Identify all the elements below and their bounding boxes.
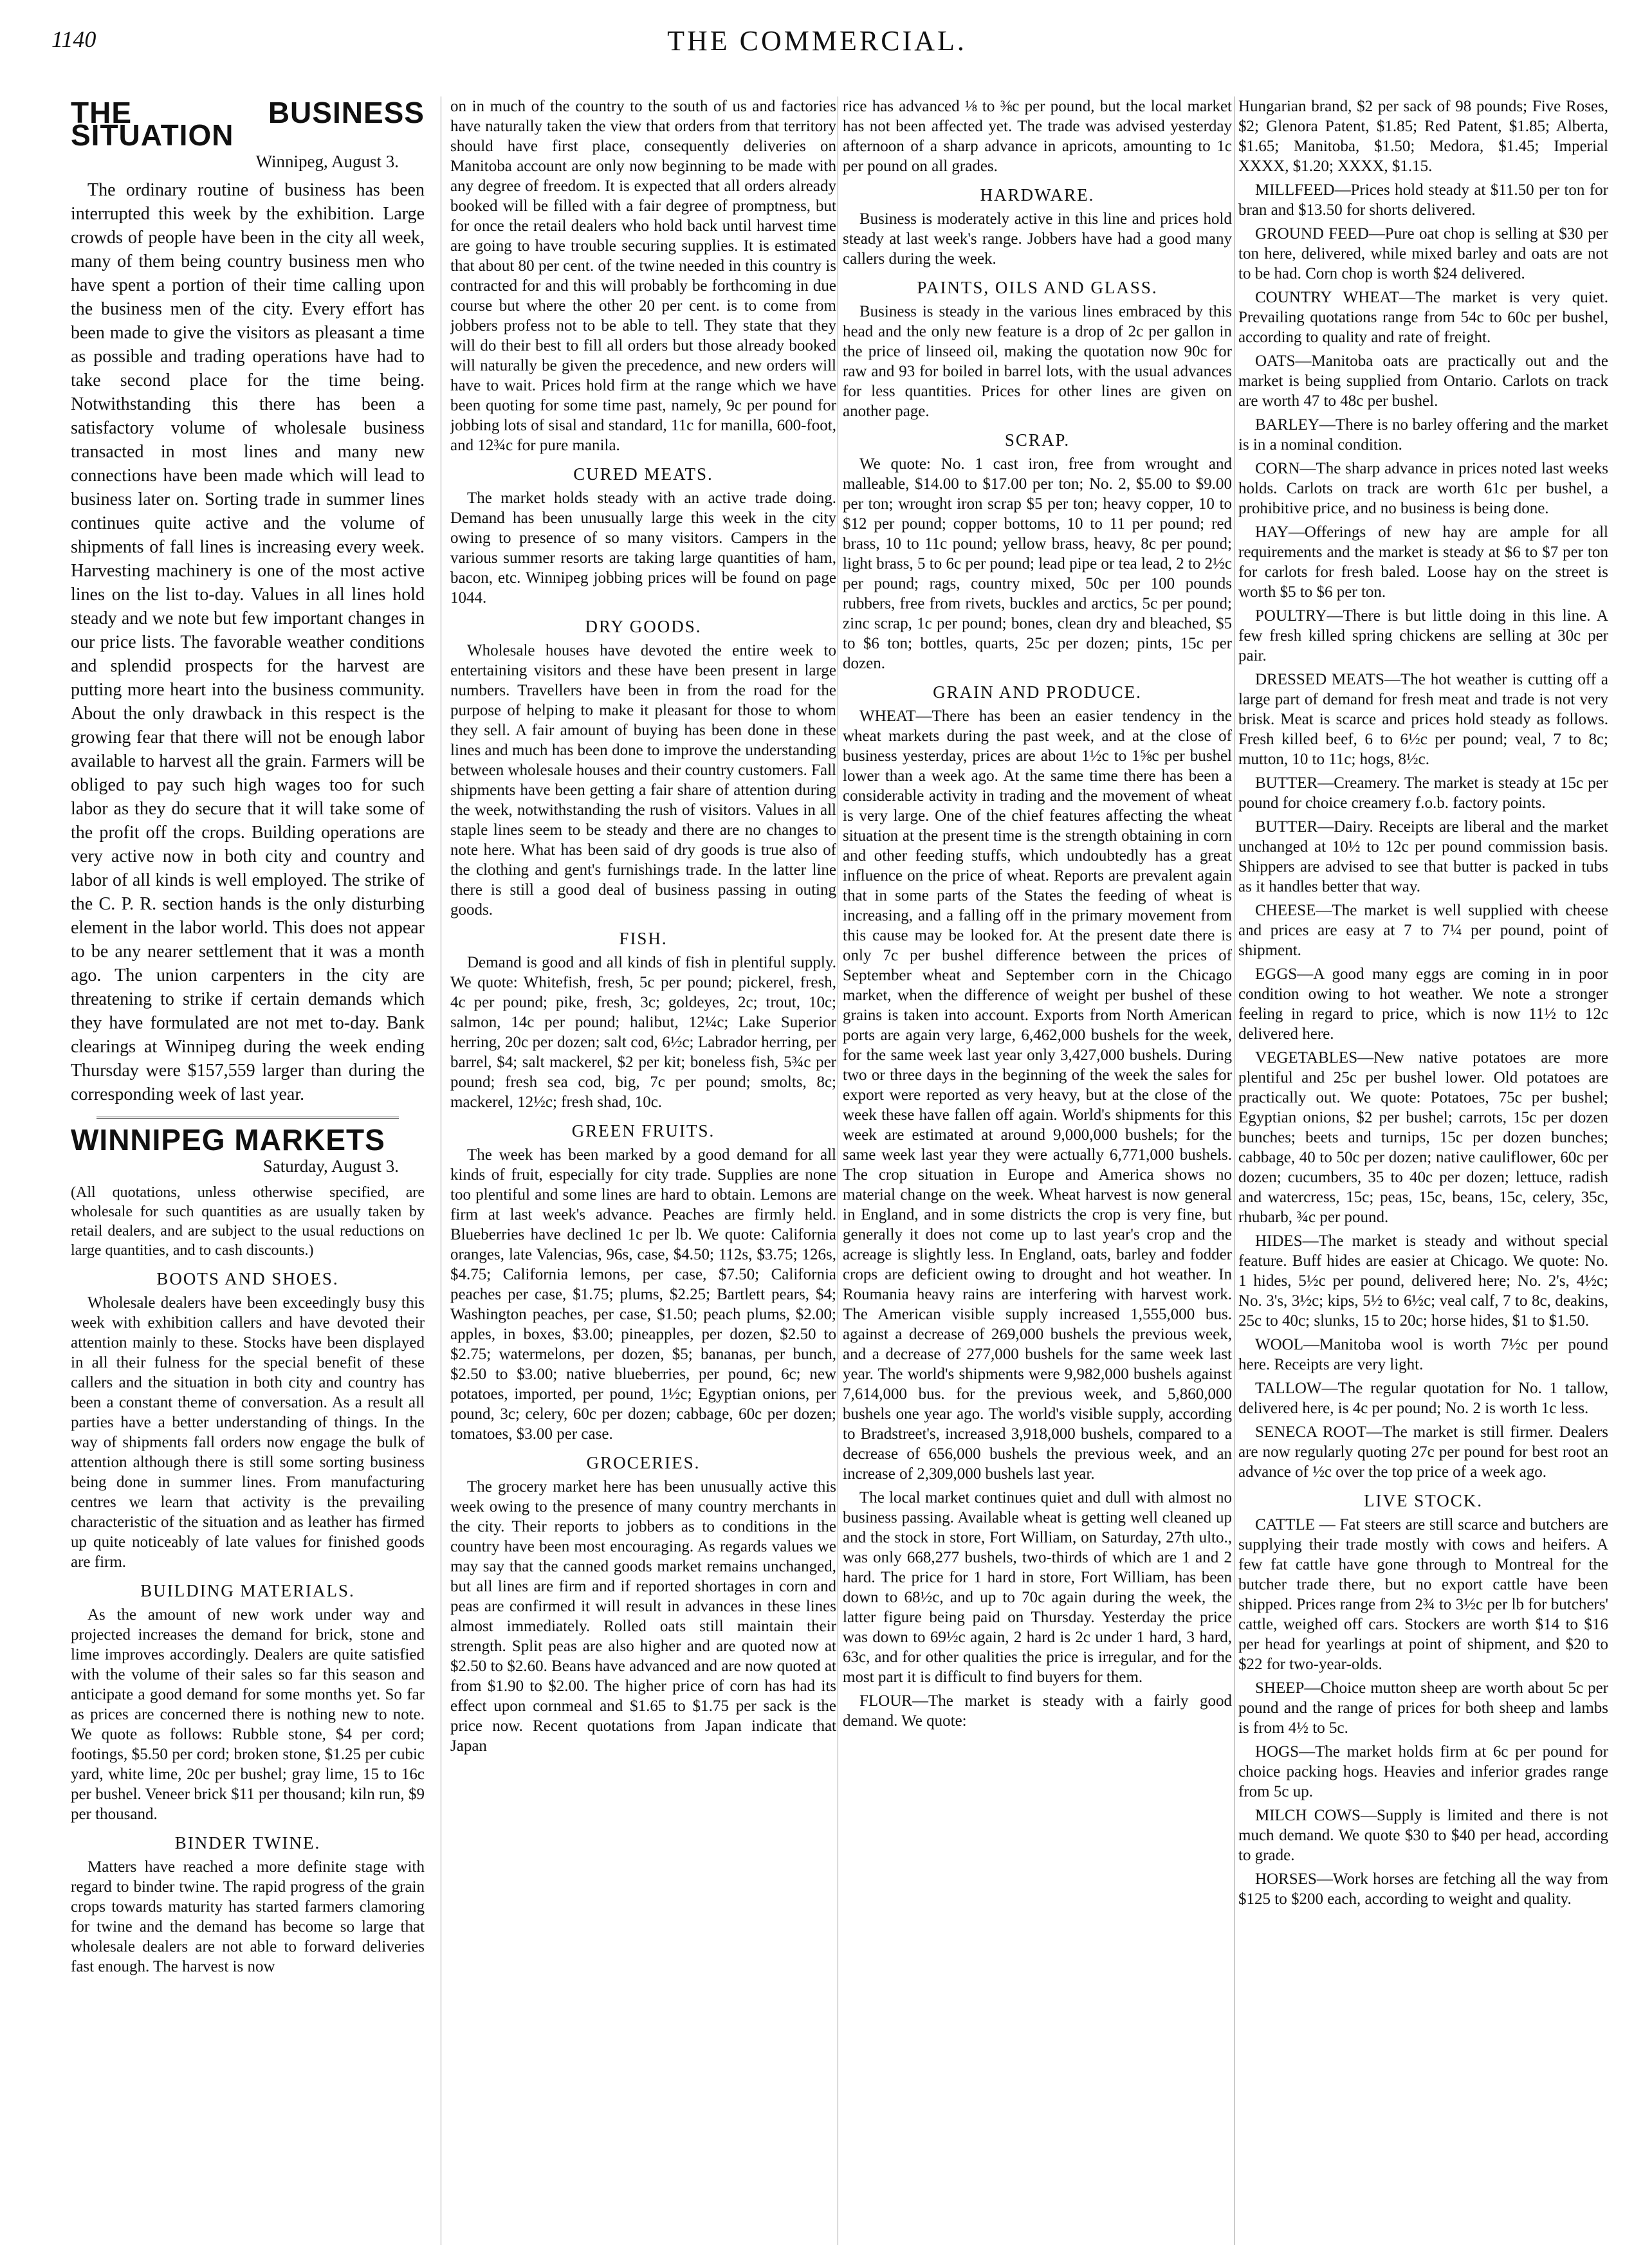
produce-item: HAY—Offerings of new hay are ample for all requirements and the market is steady at $6 to $7 per ton for carlots for fresh baled. Loose hay on the street is worth $5 to $6 per ton.: [1238, 524, 1608, 601]
dry-heading: DRY GOODS.: [585, 617, 702, 636]
produce-item: COUNTRY WHEAT—The market is very quiet. Prevailing quotations range from 54c to 60c per bushel, according to quality and rate of freight.: [1238, 289, 1608, 346]
groceries-body: The grocery market here has been unusually active this week owing to the presence of many country merchants in the city. Their reports to jobbers as to conditions in the country have been most encouraging. As regards values we may say that the canned goods market remains unchanged, but all lines are firm and if reported shortages in corn and peas are confirmed it will result in advances in these lines almost immediately. Rolled oats still maintain their strength. Split peas are also higher and are quoted now at $2.50 to $2.60. Beans have advanced and are now quoted at from $1.90 to $2.00. The higher price of corn has had its effect upon cornmeal and $1.65 to $1.75 per sack is the price now. Recent quotations from Japan indicate that Japan: [450, 1478, 836, 1755]
flour-brands: Hungarian brand, $2 per sack of 98 pounds; Five Roses, $2; Glenora Patent, $1.85; Red Patent, $1.85; Alberta, $1.65; Manitoba, $1.50; Medora, $1.45; Imperial XXXX, $1.20; XXXX, $1.15.: [1238, 98, 1608, 175]
produce-item: SENECA ROOT—The market is still firmer. Dealers are now regularly quoting 27c per pound for best root an advance of ½c over the top price of a week ago.: [1238, 1423, 1608, 1481]
dry-body: Wholesale houses have devoted the entire week to entertaining visitors and these have been present in large numbers. Travellers have been in from the road for the purpose of helping to make it pleasant for those to whom they sell. A fair amount of buying has been done in these lines and much has been done to improve the understanding between wholesale houses and their country customers. Fall shipments have been getting a fair share of attention during the week, notwithstanding the rush of visitors. Values in all staple lines seem to be steady and there are no changes to note here. What has been said of dry goods is true also of the clothing and gent's furnishings trade. In the latter line there is still a good deal of business passing in outing goods.: [450, 642, 836, 919]
twine-heading: BINDER TWINE.: [174, 1833, 321, 1852]
cured-body: The market holds steady with an active trade doing. Demand has been unusually large this week in the city owing to presence of so many visitors. Campers in the various summer resorts are taking large quantities of ham, bacon, etc. Winnipeg jobbing prices will be found on page 1044.: [450, 489, 836, 607]
twine-body-cont: on in much of the country to the south of us and factories have naturally taken the view that orders from that territory should have first place, consequently deliveries on Manitoba account are only now beginning to be made with any degree of freedom. It is expected that all orders already booked will be filled with a fair degree of promptness, but for once the retail dealers who hold back until harvest time are going to have trouble securing supplies. It is estimated that about 80 per cent. of the twine needed in this country is contracted for and this will probably be forthcoming in due course but where the other 20 per cent. is to come from jobbers profess not to be able to tell. They state that they will do their best to fill all orders but those already booked will naturally be given the precedence, and new orders will have to wait. Prices hold firm at the range which we have been quoting for some time past, namely, 9c per pound for jobbing lots of sisal and standard, 11c for manilla, 600-foot, and 12¾c for pure manila.: [450, 98, 836, 454]
livestock-item: HORSES—Work horses are fetching all the way from $125 to $200 each, according to weight and quality.: [1238, 1870, 1608, 1908]
produce-item: BUTTER—Creamery. The market is steady at 15c per pound for choice creamery f.o.b. factory points.: [1238, 774, 1608, 812]
business-body: The ordinary routine of business has been interrupted this week by the exhibition. Large crowds of people have been in the city all week, many of them being country business men who have spent a portion of their time calling upon the business men of the city. Every effort has been made to give the visitors as pleasant a time as possible and trading operations have had to take second place for the time being. Notwithstanding this there has been a satisfactory volume of wholesale business transacted in most lines and many new connections have been made which will lead to business later on. Sorting trade in summer lines continues quite active and the volume of shipments of fall lines is increasing every week. Harvesting machinery is one of the most active lines on the list to-day. Values in all lines hold steady and we note but few important changes in our price lists. The favorable weather conditions and splendid prospects for the harvest are putting more heart into the business community. About the only drawback in this respect is the growing fear that there will not be enough labor available to harvest all the grain. Farmers will be obliged to pay such high wages too for such labor as they do secure that it will take some of the profit off the crops. Building operations are very active now in both city and country and labor of all kinds is well employed. The strike of the C. P. R. section hands is the only disturbing element in the labor world. This does not appear to be any nearer settlement that it was a month ago. The union carpenters in the city are threatening to strike if certain demands which they have formulated are not met to-day. Bank clearings at Winnipeg during the week ending Thursday were $157,559 larger than during the corresponding week of last year.: [71, 180, 425, 1104]
fruits-heading: GREEN FRUITS.: [571, 1121, 715, 1140]
paints-body: Business is steady in the various lines embraced by this head and the only new feature is a drop of 2c per gallon in the price of linseed oil, making the quotation now 90c for raw and 93 for boiled in barrel lots, with the usual advances for less quantities. Prices for other lines are given on another page.: [843, 303, 1232, 420]
fish-body: Demand is good and all kinds of fish in plentiful supply. We quote: Whitefish, fresh, 5c per pound; pickerel, fresh, 4c per pound; pike, fresh, 3c; goldeyes, 2c; trout, 10c; salmon, 14c per pound; halibut, 12¼c; Lake Superior herring, 20c per dozen; salt cod, 6½c; Labrador herring, per barrel, $4; salt mackerel, $2 per kit; boneless fish, 5¾c per pound; fresh sea cod, big, 7c per pound; smolts, 8c; mackerel, 12½c; fresh shad, 10c.: [450, 954, 836, 1111]
rice-body: rice has advanced ⅛ to ⅜c per pound, but the local market has not been affected yet. The trade was advised yesterday afternoon of a sharp advance in apricots, amounting to 1c per pound on all grades.: [843, 98, 1232, 175]
livestock-heading: LIVE STOCK.: [1363, 1491, 1483, 1510]
produce-item: BARLEY—There is no barley offering and the market is in a nominal condition.: [1238, 416, 1608, 453]
produce-item: BUTTER—Dairy. Receipts are liberal and the market unchanged at 10½ to 12c per pound commission basis. Shippers are advised to see that butter is packed in tubs as it handles better that way.: [1238, 818, 1608, 895]
fish-heading: FISH.: [619, 929, 668, 948]
markets-note: (All quotations, unless otherwise specified, are wholesale for such quantities as are usually taken by retail dealers, and are subject to the usual reductions on large quantities, and to cash discounts.): [71, 1184, 425, 1259]
markets-dateline: Saturday, August 3.: [262, 1157, 399, 1176]
scrap-heading: SCRAP.: [1004, 430, 1070, 450]
groceries-heading: GROCERIES.: [586, 1453, 701, 1472]
livestock-item: HOGS—The market holds firm at 6c per pound for choice packing hogs. Heavies and inferior grades range from 5c up.: [1238, 1743, 1608, 1800]
cured-heading: CURED MEATS.: [573, 464, 713, 484]
paints-heading: PAINTS, OILS AND GLASS.: [917, 278, 1158, 297]
boots-heading: BOOTS AND SHOES.: [156, 1269, 339, 1288]
building-heading: BUILDING MATERIALS.: [140, 1581, 355, 1600]
produce-item: WOOL—Manitoba wool is worth 7½c per pound here. Receipts are very light.: [1238, 1336, 1608, 1373]
boots-body: Wholesale dealers have been exceedingly busy this week with exhibition callers and have devoted their attention mainly to these. Stocks have been displayed in all their fulness for the special benefit of these callers and the situation in both city and country has been a constant theme of conversation. As a result all parties have a better understanding of things. In the way of shipments fall orders now engage the bulk of attention although there is still some sorting business being done in summer lines. From manufacturing centres we learn that activity is the prevailing characteristic of the situation and as leather has firmed up quite noticeably of late values for finished goods are firm.: [71, 1294, 425, 1571]
local-market-body: The local market continues quiet and dull with almost no business passing. Available wheat is getting well cleaned up and the stock in store, Fort William, on Saturday, 27th ulto., was only 668,277 bushels, two-thirds of which are 1 and 2 hard. The price for 1 hard in store, Fort William, has been down to 68½c, and up to 70c again during the week, the latter figure being paid on Thursday. Yesterday the price was down to 69½c again, 2 hard is 2c under 1 hard, 3 hard, 63c, and for other qualities the price is irregular, and for the most part it is difficult to find buyers for them.: [843, 1489, 1232, 1686]
winnipeg-markets-title: WINNIPEG MARKETS: [71, 1123, 385, 1157]
produce-item: VEGETABLES—New native potatoes are more plentiful and 25c per bushel lower. Old potatoes are practically out. We quote: Potatoes, 75c per bushel; Egyptian onions, $2 per bushel; carrots, 15c per dozen bunches; beets and turnips, 15c per dozen bunches; cabbage, 40 to 50c per dozen; native cauliflower, 60c per dozen; cucumbers, 35 to 40c per dozen; lettuce, radish and watercress, 15c; peas, 15c, beans, 15c, celery, 35c, rhubarb, ¾c per pound.: [1238, 1049, 1608, 1226]
produce-item: HIDES—The market is steady and without special feature. Buff hides are easier at Chicago. We quote: No. 1 hides, 5½c per pound, delivered here; No. 2's, 4½c; No. 3's, 3½c; kips, 5½ to 6½c; veal calf, 7 to 8c, deakins, 25c to 40c; slunks, 15 to 20c; horse hides, $1 to $1.50.: [1238, 1232, 1608, 1330]
produce-item: POULTRY—There is but little doing in this line. A few fresh killed spring chickens are selling at 30c per pair.: [1238, 607, 1608, 664]
wheat-body: WHEAT—There has been an easier tendency in the wheat markets during the past week, and at the close of business yesterday, prices are about 1½c to 1⅝c per bushel lower than a week ago. At the same time there has been a considerable activity in trading and the movement of wheat is very large. One of the chief features affecting the wheat situation at the present time is the strength obtaining in corn and other feeding stuffs, which undoubtedly has a great influence on the price of wheat. Reports are prevalent again that in some parts of the States the feeding of wheat is increasing, and a falling off in the primary movement from this cause may be looked for. At the present date there is only 7c per bushel difference between the prices of September wheat and September corn in the Chicago market, when the difference of weight per bushel of these grains is taken into account. Exports from North American ports are again very large, 6,462,000 bushels for the week, for the same week last year only 3,427,000 bushels. During two or three days in the beginning of the week the sales for export were reported as very heavy, but at the close of the week these have fallen off again. World's shipments for this week are estimated at around 9,000,000 bushels; for the same week last year they were actually 6,771,000 bushels. The crop situation in Europe and America shows no material change on the week. Wheat harvest is now general in England, and in some districts the crop is very fine, but generally it does not come up to last year's crop and the acreage is slightly less. In England, oats, barley and fodder crops are deficient owing to drought and hot weather. In Roumania heavy rains are interfering with harvest work. The American visible supply increased 1,555,000 bus. against a decrease of 269,000 bushels the previous week, and a decrease of 277,000 bushels for the same week last year. The world's shipments were 9,982,000 bushels against 7,614,000 bus. for the previous week, and 5,860,000 bushels one year ago. The world's visible supply, according to Bradstreet's, increased 3,918,000 bushels, compared to a decrease of 656,000 bushels the previous week, and an increase of 2,309,000 bushels last year.: [843, 708, 1232, 1483]
hardware-heading: HARDWARE.: [980, 185, 1095, 205]
masthead: THE COMMERCIAL.: [667, 25, 967, 57]
column-3: [843, 96, 1232, 2251]
fruits-body: The week has been marked by a good demand for all kinds of fruit, especially for city trade. Supplies are none too plentiful and some lines are hard to obtain. Lemons are firm at last week's advance. Peaches are firmly held. Blueberries have declined 1c per lb. We quote: California oranges, late Valencias, 96s, case, $4.50; 112s, $3.75; 126s, $4.75; California lemons, per case, $7.50; California peaches per case, $1.75; plums, $2.25; Bartlett pears, $4; Washington peaches, per case, $1.50; peach plums, $2.00; apples, in boxes, $3.00; pineapples, per dozen, $2.50 to $2.75; watermelons, per dozen, $5; bananas, per bunch, $2.50 to $3.00; native blueberries, per pound, 6c; new potatoes, imported, per pound, 1½c; Egyptian onions, per pound, 3c; celery, 60c per dozen; cabbage, 60c per dozen; tomatoes, $3.00 per case.: [450, 1146, 836, 1443]
produce-item: MILLFEED—Prices hold steady at $11.50 per ton for bran and $13.50 for shorts delivered.: [1238, 181, 1608, 219]
produce-item: EGGS—A good many eggs are coming in in poor condition owing to hot weather. We note a stronger feeling in regard to price, which is now 11½ to 12c delivered here.: [1238, 965, 1608, 1043]
building-body: As the amount of new work under way and projected increases the demand for brick, stone and lime improves accordingly. Dealers are quite satisfied with the volume of their sales so far this season and anticipate a good demand for some months yet. So far as prices are concerned there is nothing new to note. We quote as follows: Rubble stone, $4 per cord; footings, $5.50 per cord; broken stone, $1.25 per cubic yard, white lime, 20c per bushel; gray lime, 15 to 16c per bushel. Veneer brick $11 per thousand; kiln run, $9 per thousand.: [71, 1606, 425, 1823]
produce-item: DRESSED MEATS—The hot weather is cutting off a large part of demand for fresh meat and trade is not very brisk. Meat is scarce and prices hold steady as follows. Fresh killed beef, 6 to 6½c per pound; veal, 7 to 8c; mutton, 10 to 11c; hogs, 8½c.: [1238, 671, 1608, 768]
grain-heading: GRAIN AND PRODUCE.: [933, 682, 1142, 702]
produce-item: OATS—Manitoba oats are practically out and the market is being supplied from Ontario. Carlots on track are worth 47 to 48c per bushel.: [1238, 352, 1608, 410]
produce-item: GROUND FEED—Pure oat chop is selling at $30 per ton here, delivered, while mixed barley and oats are not to be had. Corn chop is worth $24 delivered.: [1238, 225, 1608, 282]
hardware-body: Business is moderately active in this line and prices hold steady at last week's range. Jobbers have had a good many callers during the week.: [843, 210, 1232, 268]
column-rule: [1234, 96, 1235, 2245]
livestock-item: SHEEP—Choice mutton sheep are worth about 5c per pound and the range of prices for both sheep and lambs is from 4½ to 5c.: [1238, 1679, 1608, 1737]
produce-item: CORN—The sharp advance in prices noted last weeks holds. Carlots on track are worth 61c per bushel, a prohibitive price, and no business is being done.: [1238, 460, 1608, 517]
business-situation-title: THE BUSINESS SITUATION: [71, 96, 425, 152]
twine-body: Matters have reached a more definite stage with regard to binder twine. The rapid progress of the grain crops towards maturity has started farmers clamoring for twine and the demand has become so large that wholesale dealers are not able to forward deliveries fast enough. The harvest is now: [71, 1858, 425, 1975]
column-2: [450, 96, 836, 2251]
column-1: [71, 96, 425, 2251]
divider: [96, 1117, 399, 1119]
produce-item: CHEESE—The market is well supplied with cheese and prices are easy at 7 to 7¼ per pound, point of shipment.: [1238, 902, 1608, 959]
livestock-item: MILCH COWS—Supply is limited and there is not much demand. We quote $30 to $40 per head, according to grade.: [1238, 1807, 1608, 1864]
livestock-item: CATTLE — Fat steers are still scarce and butchers are supplying their trade mostly with cows and heifers. A few fat cattle have gone through to Montreal for the butcher trade there, but no export cattle have been shipped. Prices range from 2¾ to 3½c per lb for butchers' cattle, weighed off cars. Stockers are worth $14 to $16 per head for yearlings at point of shipment, and $20 to $22 for two-year-olds.: [1238, 1516, 1608, 1673]
produce-item: TALLOW—The regular quotation for No. 1 tallow, delivered here, is 4c per pound; No. 2 is worth 1c less.: [1238, 1380, 1608, 1417]
flour-body: FLOUR—The market is steady with a fairly good demand. We quote:: [843, 1692, 1232, 1730]
column-4: [1238, 96, 1608, 2251]
business-dateline: Winnipeg, August 3.: [255, 152, 399, 171]
scrap-body: We quote: No. 1 cast iron, free from wrought and malleable, $14.00 to $17.00 per ton; No. 2, $5.00 to $9.00 per ton; wrought iron scrap $5 per ton; heavy copper, 10 to $12 per pound; copper bottoms, 10 to 11 per pound; red brass, 10 to 11c pound; yellow brass, heavy, 8c per pound; light brass, 5 to 6c per pound; lead pipe or tea lead, 2 to 2½c per pound; rags, country mixed, 50c per 100 pounds rubbers, free from rivets, buckles and arctics, 5c per pound; zinc scrap, 1c per pound; bones, clean dry and bleached, $5 to $6 ton; bottles, quarts, 25c per dozen; pints, 15c per dozen.: [843, 455, 1232, 672]
page-number: 1140: [51, 26, 96, 52]
